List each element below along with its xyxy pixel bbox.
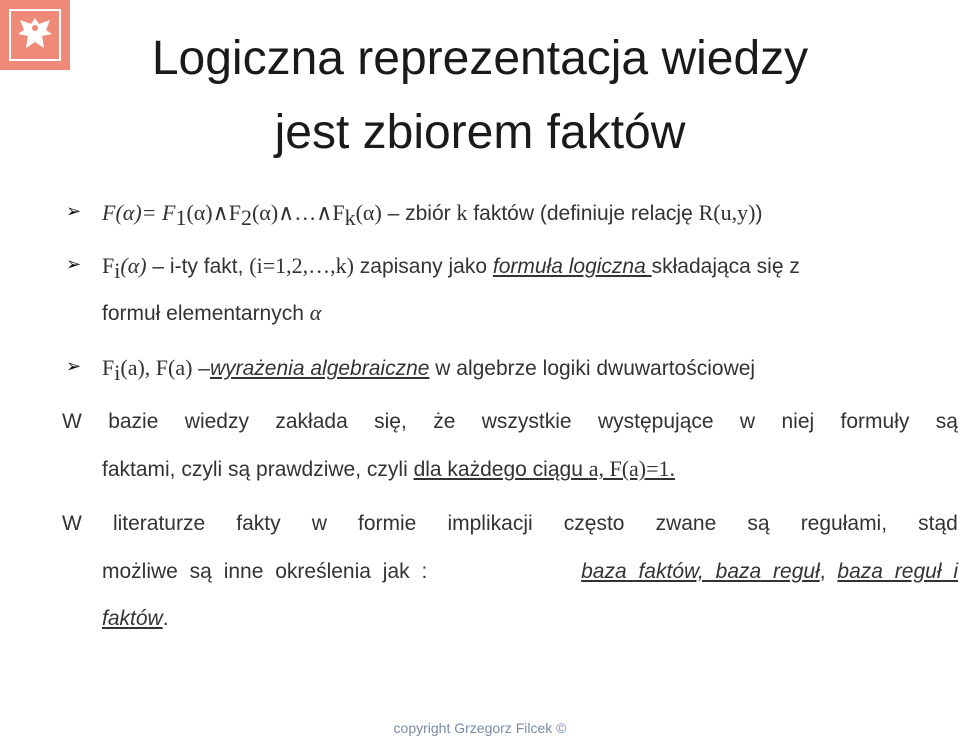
word: fakty xyxy=(236,512,281,535)
bullet-3 xyxy=(102,355,756,385)
word: się, xyxy=(374,410,407,433)
formula-part: (α) xyxy=(120,253,147,278)
word: W xyxy=(62,410,82,433)
formula-part: (α)∧F xyxy=(186,200,241,225)
word: występujące xyxy=(597,410,714,433)
term-link: baza reguł i xyxy=(837,560,958,583)
word: zakłada xyxy=(275,410,348,433)
text: , xyxy=(819,560,838,583)
paragraph-2-line3 xyxy=(102,606,169,632)
arrow-bullet-icon: ➢ xyxy=(66,254,82,274)
formula-part: (α) xyxy=(355,200,382,225)
alpha: α xyxy=(309,300,322,325)
text: – zbiór xyxy=(381,202,457,225)
word: formie xyxy=(358,512,417,535)
term-link: baza faktów, baza reguł xyxy=(581,560,820,583)
text: . xyxy=(162,607,169,630)
term-link: faktów xyxy=(102,607,163,630)
paragraph-1-line2 xyxy=(102,456,675,483)
word: są xyxy=(747,512,770,535)
term-link: formuła logiczna xyxy=(492,255,652,278)
term-link: wyrażenia algebraiczne xyxy=(209,357,430,380)
formula-part: F xyxy=(102,253,115,278)
text: formuł elementarnych xyxy=(102,302,310,325)
formula-part: (a), F(a) xyxy=(120,355,193,380)
text: zapisany jako xyxy=(353,255,493,278)
word: wszystkie xyxy=(481,410,572,433)
word: zwane xyxy=(655,512,717,535)
text: – i-ty fakt, xyxy=(146,255,250,278)
word: często xyxy=(563,512,625,535)
text: w algebrze logiki dwuwartościowej xyxy=(429,357,756,380)
arrow-bullet-icon: ➢ xyxy=(66,356,82,376)
subscript: 2 xyxy=(240,205,252,230)
footer-copyright: copyright Grzegorz Filcek © xyxy=(393,720,567,736)
word: są xyxy=(935,410,958,433)
var-k: k xyxy=(456,200,468,225)
formula: a, F(a)=1. xyxy=(588,456,676,481)
word: implikacji xyxy=(447,512,533,535)
word: w xyxy=(739,410,756,433)
text: faktów (definiuje relację xyxy=(467,202,699,225)
subscript: k xyxy=(344,205,356,230)
text: faktami, czyli są prawdziwe, czyli xyxy=(102,458,414,481)
word: literaturze xyxy=(112,512,206,535)
word: regułami, xyxy=(800,512,888,535)
formula-part: (α)∧…∧F xyxy=(251,200,345,225)
formula-part: F(α)= F xyxy=(102,200,176,225)
bullet-1 xyxy=(102,200,763,230)
bullet-2 xyxy=(102,253,800,283)
word: wiedzy xyxy=(184,410,249,433)
text: możliwe są inne określenia jak : xyxy=(102,560,428,583)
word: w xyxy=(311,512,327,535)
text: składająca się z xyxy=(651,255,800,278)
word: formuły xyxy=(840,410,910,433)
text: ) xyxy=(755,202,763,225)
text: – xyxy=(192,357,210,380)
subscript: 1 xyxy=(175,205,187,230)
page-title-line1: Logiczna reprezentacja wiedzy xyxy=(151,32,809,85)
relation: R(u,y) xyxy=(698,200,756,225)
paragraph-2-line1 xyxy=(62,511,958,537)
subscript: i xyxy=(114,360,121,385)
subscript: i xyxy=(114,258,121,283)
bullet-2-line2 xyxy=(102,300,321,327)
underlined-phrase: dla każdego ciągu xyxy=(413,458,589,481)
paragraph-1-line1 xyxy=(62,409,958,435)
formula-part: F xyxy=(102,355,115,380)
text-group xyxy=(581,559,958,585)
word: W xyxy=(62,512,82,535)
range: (i=1,2,…,k) xyxy=(249,253,354,278)
arrow-bullet-icon: ➢ xyxy=(66,201,82,221)
underlined-text xyxy=(414,458,675,481)
word: niej xyxy=(781,410,815,433)
word: stąd xyxy=(918,512,958,535)
page-title-line2: jest zbiorem faktów xyxy=(274,106,686,159)
word: bazie xyxy=(108,410,159,433)
word: że xyxy=(433,410,456,433)
paragraph-2-line2 xyxy=(102,559,958,585)
